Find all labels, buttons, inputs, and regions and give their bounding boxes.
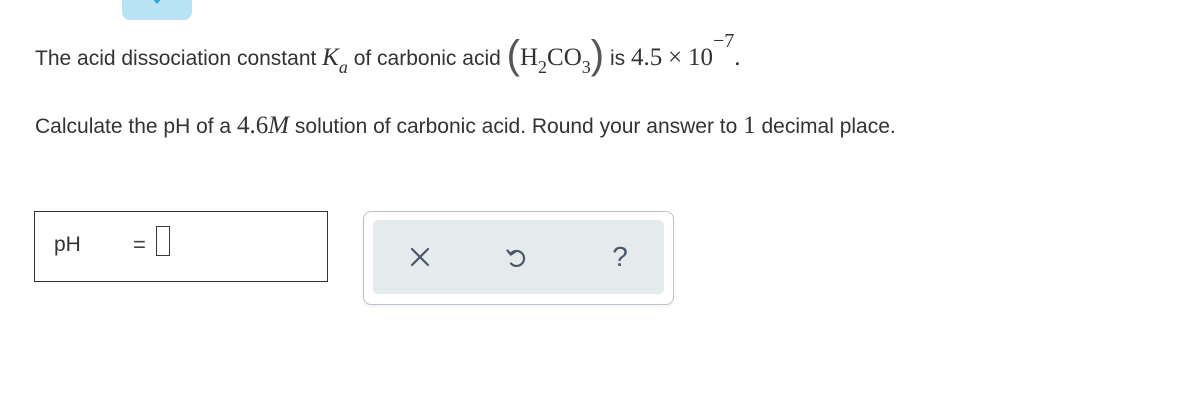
question-prefix: The acid dissociation constant	[35, 47, 317, 70]
collapse-tab[interactable]	[122, 0, 192, 20]
ka-symbol: K	[322, 44, 339, 71]
answer-box	[34, 211, 328, 282]
chevron-down-icon	[149, 0, 165, 6]
ph-label: pH	[54, 233, 81, 256]
formula-co-sub: 3	[581, 57, 591, 77]
equals-sign: =	[133, 232, 146, 257]
clear-button[interactable]	[405, 242, 435, 272]
question-line-ka	[35, 30, 741, 90]
open-paren: (	[506, 33, 520, 77]
concentration-unit: M	[268, 112, 290, 139]
formula-h: H	[519, 44, 539, 71]
ka-exponent: −7	[713, 30, 735, 52]
instruction-middle: solution of carbonic acid. Round your answer to	[294, 115, 738, 138]
ka-mantissa: 4.5	[630, 44, 663, 71]
instruction-prefix: Calculate the pH of a	[35, 115, 232, 138]
formula-h-sub: 2	[538, 57, 548, 77]
close-icon	[409, 246, 431, 268]
undo-icon	[504, 245, 528, 269]
is-text: is	[609, 47, 626, 70]
close-paren: )	[590, 33, 605, 77]
concentration-value: 4.6	[236, 112, 269, 139]
period: .	[734, 44, 741, 71]
decimal-count: 1	[743, 112, 756, 139]
undo-button[interactable]	[501, 242, 531, 272]
help-button[interactable]	[605, 242, 635, 272]
times-sign: ×	[668, 44, 683, 71]
help-icon: ?	[612, 241, 628, 272]
instruction-suffix: decimal place.	[761, 115, 896, 138]
ka-subscript: a	[338, 57, 348, 77]
question-middle: of carbonic acid	[353, 47, 501, 70]
question-line-instructions	[35, 112, 896, 140]
ka-base: 10	[688, 44, 713, 71]
toolbar-panel	[373, 220, 664, 294]
formula-co: CO	[547, 44, 582, 71]
answer-toolbar	[363, 211, 674, 305]
ph-answer-input[interactable]	[156, 226, 170, 256]
